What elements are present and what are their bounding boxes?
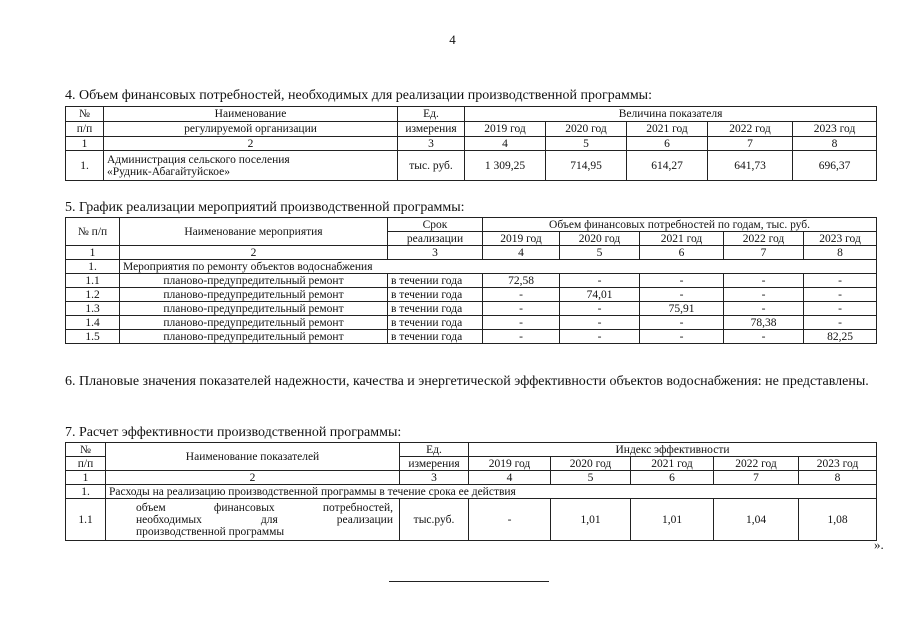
index-cell: 7 <box>708 137 793 151</box>
group-row <box>66 260 877 274</box>
year-header: 2019 год <box>465 122 546 137</box>
value-cell: - <box>640 316 724 330</box>
row-number: 1.1 <box>66 274 120 288</box>
index-cell: 1 <box>66 471 106 485</box>
col-unit-header: Ед. <box>398 107 465 122</box>
value-cell: 614,27 <box>627 151 708 181</box>
efficiency-table <box>65 442 877 541</box>
col-no-header: № п/п <box>66 218 120 246</box>
value-cell: 696,37 <box>793 151 877 181</box>
index-cell: 2 <box>104 137 398 151</box>
col-term-header: Срок <box>388 218 483 232</box>
year-header: 2023 год <box>799 457 877 471</box>
value-cell: - <box>640 274 724 288</box>
value-cell: - <box>469 499 551 541</box>
value-cell: - <box>724 302 804 316</box>
footer-divider <box>389 581 549 582</box>
row-number: 1.2 <box>66 288 120 302</box>
section6-text: 6. Плановые значения показателей надежности, качества и энергетической эффективности объектов водоснабжения: не представлены. <box>65 374 869 389</box>
year-header: 2021 год <box>640 232 724 246</box>
closing-quote: ». <box>874 537 884 552</box>
index-cell: 3 <box>388 246 483 260</box>
year-header: 2019 год <box>469 457 551 471</box>
index-cell: 8 <box>793 137 877 151</box>
section4-heading: 4. Объем финансовых потребностей, необходимых для реализации производственной программы: <box>65 88 652 103</box>
value-cell: 641,73 <box>708 151 793 181</box>
row-number: 1. <box>66 260 120 274</box>
col-values-header: Объем финансовых потребностей по годам, тыс. руб. <box>483 218 877 232</box>
organization-name-line: «Рудник-Абагайтуйское» <box>107 165 231 178</box>
value-cell: 1,01 <box>631 499 714 541</box>
value-cell: 78,38 <box>724 316 804 330</box>
index-cell: 2 <box>106 471 400 485</box>
value-cell: - <box>560 330 640 344</box>
indicator-name-line: объем финансовых потребностей, <box>136 501 393 514</box>
index-cell: 1 <box>66 137 104 151</box>
value-cell: - <box>804 274 877 288</box>
table-row <box>66 274 877 288</box>
term-cell: в течении года <box>388 316 483 330</box>
col-values-header: Индекс эффективности <box>469 443 877 457</box>
index-cell: 5 <box>551 471 631 485</box>
col-name-header: Наименование <box>104 107 398 122</box>
group-title: Расходы на реализацию производственной программы в течение срока ее действия <box>106 485 877 499</box>
value-cell: 1 309,25 <box>465 151 546 181</box>
value-cell: - <box>640 330 724 344</box>
year-header: 2022 год <box>724 232 804 246</box>
term-cell: в течении года <box>388 288 483 302</box>
row-number: 1.3 <box>66 302 120 316</box>
year-header: 2022 год <box>714 457 799 471</box>
year-header: 2020 год <box>546 122 627 137</box>
index-cell: 4 <box>465 137 546 151</box>
group-row <box>66 485 877 499</box>
table-row <box>66 330 877 344</box>
year-header: 2023 год <box>793 122 877 137</box>
indicator-name <box>106 499 400 541</box>
value-cell: - <box>483 316 560 330</box>
indicator-name-line: необходимых для реализации <box>136 513 393 526</box>
row-number: 1.1 <box>66 499 106 541</box>
row-number: 1. <box>66 485 106 499</box>
index-cell: 8 <box>799 471 877 485</box>
financial-needs-table <box>65 106 877 181</box>
value-cell: 714,95 <box>546 151 627 181</box>
table-row <box>66 302 877 316</box>
value-cell: 1,04 <box>714 499 799 541</box>
col-no-header: п/п <box>66 457 106 471</box>
value-cell: 74,01 <box>560 288 640 302</box>
value-cell: 82,25 <box>804 330 877 344</box>
year-header: 2020 год <box>560 232 640 246</box>
col-values-header: Величина показателя <box>465 107 877 122</box>
value-cell: - <box>560 316 640 330</box>
col-name-header: Наименование мероприятия <box>120 218 388 246</box>
year-header: 2022 год <box>708 122 793 137</box>
index-cell: 5 <box>560 246 640 260</box>
col-no-header: п/п <box>66 122 104 137</box>
organization-name <box>104 151 398 181</box>
col-term-header: реализации <box>388 232 483 246</box>
index-cell: 7 <box>714 471 799 485</box>
value-cell: - <box>724 288 804 302</box>
index-cell: 5 <box>546 137 627 151</box>
index-cell: 6 <box>640 246 724 260</box>
index-cell: 6 <box>627 137 708 151</box>
value-cell: 1,08 <box>799 499 877 541</box>
col-unit-header: измерения <box>400 457 469 471</box>
row-number: 1. <box>66 151 104 181</box>
unit-cell: тыс. руб. <box>398 151 465 181</box>
table-row <box>66 151 877 181</box>
index-cell: 1 <box>66 246 120 260</box>
col-no-header: № <box>66 107 104 122</box>
year-header: 2020 год <box>551 457 631 471</box>
value-cell: - <box>804 288 877 302</box>
index-cell: 4 <box>483 246 560 260</box>
activity-name: планово-предупредительный ремонт <box>120 302 388 316</box>
value-cell: - <box>804 302 877 316</box>
table-row <box>66 316 877 330</box>
unit-cell: тыс.руб. <box>400 499 469 541</box>
value-cell: 72,58 <box>483 274 560 288</box>
index-cell: 8 <box>804 246 877 260</box>
value-cell: - <box>483 330 560 344</box>
activity-name: планово-предупредительный ремонт <box>120 330 388 344</box>
value-cell: - <box>483 302 560 316</box>
index-cell: 7 <box>724 246 804 260</box>
organization-name-line: Администрация сельского поселения <box>107 153 290 166</box>
value-cell: - <box>804 316 877 330</box>
table-row <box>66 499 877 541</box>
year-header: 2019 год <box>483 232 560 246</box>
value-cell: 1,01 <box>551 499 631 541</box>
row-number: 1.5 <box>66 330 120 344</box>
value-cell: - <box>560 274 640 288</box>
index-cell: 6 <box>631 471 714 485</box>
year-header: 2021 год <box>627 122 708 137</box>
group-title: Мероприятия по ремонту объектов водоснабжения <box>120 260 877 274</box>
activity-name: планово-предупредительный ремонт <box>120 274 388 288</box>
col-unit-header: Ед. <box>400 443 469 457</box>
index-cell: 3 <box>400 471 469 485</box>
section7-heading: 7. Расчет эффективности производственной программы: <box>65 425 402 440</box>
year-header: 2023 год <box>804 232 877 246</box>
value-cell: - <box>483 288 560 302</box>
value-cell: - <box>724 330 804 344</box>
index-cell: 3 <box>398 137 465 151</box>
section5-heading: 5. График реализации мероприятий производственной программы: <box>65 200 465 215</box>
col-no-header: № <box>66 443 106 457</box>
page-number: 4 <box>449 32 456 47</box>
value-cell: - <box>560 302 640 316</box>
col-name-header: регулируемой организации <box>104 122 398 137</box>
index-cell: 2 <box>120 246 388 260</box>
activity-name: планово-предупредительный ремонт <box>120 288 388 302</box>
col-name-header: Наименование показателей <box>106 443 400 471</box>
term-cell: в течении года <box>388 330 483 344</box>
activity-name: планово-предупредительный ремонт <box>120 316 388 330</box>
row-number: 1.4 <box>66 316 120 330</box>
value-cell: - <box>724 274 804 288</box>
term-cell: в течении года <box>388 302 483 316</box>
year-header: 2021 год <box>631 457 714 471</box>
indicator-name-line: производственной программы <box>136 525 285 538</box>
col-unit-header: измерения <box>398 122 465 137</box>
table-row <box>66 288 877 302</box>
schedule-table <box>65 217 877 344</box>
value-cell: 75,91 <box>640 302 724 316</box>
index-cell: 4 <box>469 471 551 485</box>
term-cell: в течении года <box>388 274 483 288</box>
value-cell: - <box>640 288 724 302</box>
